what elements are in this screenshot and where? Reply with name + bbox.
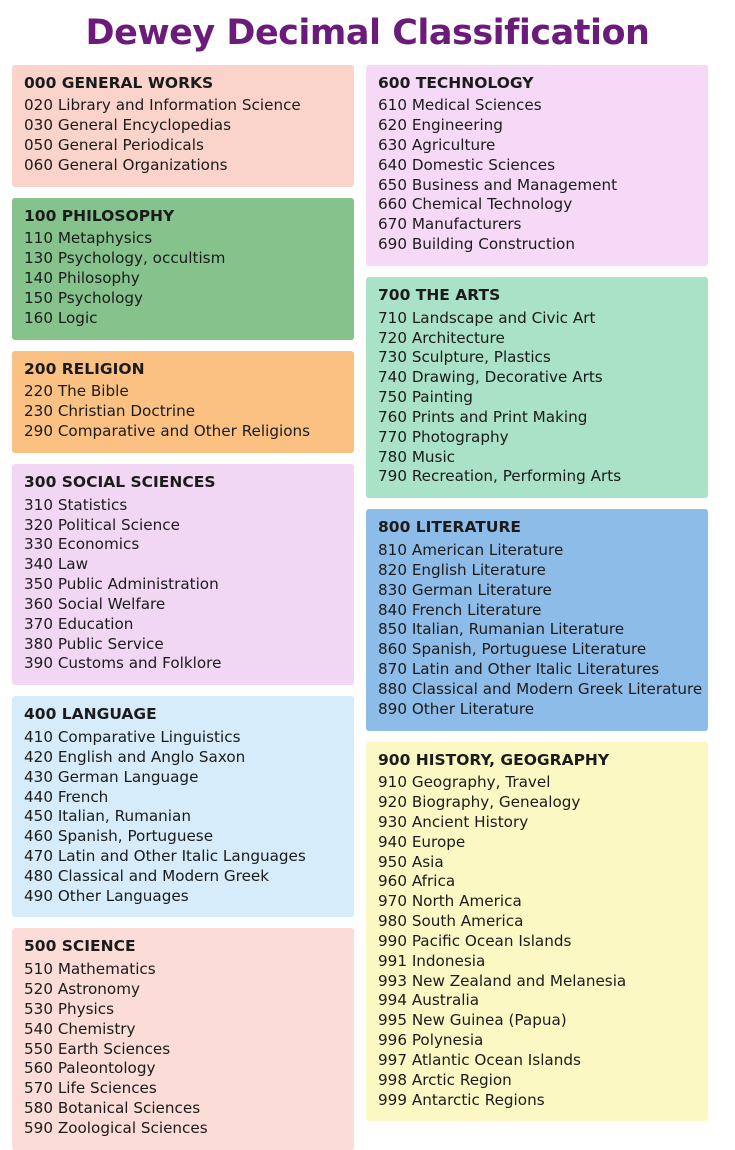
class-card-heading: 300 SOCIAL SCIENCES	[24, 472, 216, 491]
class-entry: 710 Landscape and Civic Art	[378, 308, 596, 327]
class-entry: 140 Philosophy	[24, 269, 140, 288]
class-card-heading: 800 LITERATURE	[378, 518, 521, 537]
class-entry: 860 Spanish, Portuguese Literature	[378, 640, 647, 659]
class-entry: 950 Asia	[378, 852, 444, 871]
class-card	[366, 742, 708, 1122]
class-entry: 930 Ancient History	[378, 813, 529, 831]
class-entry: 790 Recreation, Performing Arts	[378, 467, 622, 486]
class-entry: 290 Comparative and Other Religions	[24, 422, 311, 441]
class-entry: 460 Spanish, Portuguese	[24, 827, 214, 846]
class-entry: 160 Logic	[24, 308, 98, 327]
class-entry: 590 Zoological Sciences	[24, 1118, 208, 1137]
class-entry: 550 Earth Sciences	[24, 1039, 171, 1058]
class-card-heading: 900 HISTORY, GEOGRAPHY	[378, 750, 610, 769]
class-entry: 340 Law	[24, 555, 89, 574]
class-entry: 370 Education	[24, 614, 134, 633]
class-entry: 570 Life Sciences	[24, 1079, 157, 1098]
class-entry: 220 The Bible	[24, 382, 129, 401]
class-entry: 150 Psychology	[24, 288, 144, 307]
class-entry: 690 Building Construction	[378, 235, 575, 254]
class-entry: 440 French	[24, 787, 109, 806]
class-entry: 940 Europe	[378, 832, 466, 851]
class-entry: 660 Chemical Technology	[378, 195, 573, 214]
column-right	[366, 65, 708, 1122]
class-card-heading: 400 LANGUAGE	[24, 705, 157, 724]
class-entry: 430 German Language	[24, 767, 199, 786]
page-title: Dewey Decimal Classification	[85, 13, 650, 53]
class-card	[366, 65, 708, 266]
class-entry: 820 English Literature	[378, 560, 546, 579]
class-entry: 640 Domestic Sciences	[378, 155, 555, 174]
class-entry: 810 American Literature	[378, 541, 564, 560]
class-entry: 999 Antarctic Regions	[378, 1090, 545, 1109]
class-entry: 998 Arctic Region	[378, 1070, 512, 1089]
class-card	[12, 351, 354, 453]
class-card	[12, 65, 354, 187]
classification-columns	[12, 65, 723, 1150]
class-entry: 530 Physics	[24, 999, 114, 1018]
class-entry: 410 Comparative Linguistics	[24, 728, 241, 747]
class-entry: 480 Classical and Modern Greek	[24, 866, 270, 885]
class-entry: 610 Medical Sciences	[378, 96, 542, 115]
class-card	[12, 928, 354, 1149]
class-card	[12, 464, 354, 685]
class-entry: 020 Library and Information Science	[24, 96, 301, 115]
class-entry: 540 Chemistry	[24, 1019, 136, 1038]
class-entry: 130 Psychology, occultism	[24, 249, 226, 268]
class-entry: 780 Music	[378, 447, 456, 466]
class-entry: 830 German Literature	[378, 580, 552, 599]
class-entry: 994 Australia	[378, 991, 479, 1010]
class-entry: 750 Painting	[378, 388, 473, 407]
class-entry: 560 Paleontology	[24, 1059, 156, 1078]
class-entry: 380 Public Service	[24, 634, 164, 653]
class-entry: 330 Economics	[24, 535, 140, 554]
class-entry: 510 Mathematics	[24, 960, 156, 979]
column-left	[12, 65, 354, 1150]
class-entry: 050 General Periodicals	[24, 135, 204, 154]
class-entry: 360 Social Welfare	[24, 594, 166, 613]
class-entry: 390 Customs and Folklore	[24, 654, 222, 673]
class-entry: 990 Pacific Ocean Islands	[378, 931, 572, 950]
class-card-heading: 200 RELIGION	[24, 359, 145, 378]
class-entry: 760 Prints and Print Making	[378, 407, 588, 426]
class-entry: 720 Architecture	[378, 328, 505, 347]
class-card	[12, 198, 354, 340]
class-entry: 580 Botanical Sciences	[24, 1099, 201, 1118]
class-card	[12, 696, 354, 917]
class-entry: 450 Italian, Rumanian	[24, 807, 191, 826]
class-entry: 890 Other Literature	[378, 699, 535, 718]
class-entry: 991 Indonesia	[378, 951, 486, 970]
class-entry: 420 English and Anglo Saxon	[24, 747, 246, 766]
class-entry: 030 General Encyclopedias	[24, 116, 231, 135]
class-card	[366, 509, 708, 730]
class-entry: 060 General Organizations	[24, 155, 228, 174]
class-entry: 110 Metaphysics	[24, 229, 153, 248]
class-entry: 730 Sculpture, Plastics	[378, 348, 551, 367]
class-entry: 870 Latin and Other Italic Literatures	[378, 660, 660, 679]
class-entry: 650 Business and Management	[378, 175, 618, 194]
class-card-heading: 600 TECHNOLOGY	[378, 73, 534, 92]
class-entry: 960 Africa	[378, 872, 456, 891]
class-entry: 620 Engineering	[378, 116, 503, 135]
class-entry: 997 Atlantic Ocean Islands	[378, 1050, 581, 1069]
class-card-heading: 100 PHILOSOPHY	[24, 206, 175, 225]
class-entry: 920 Biography, Genealogy	[378, 793, 581, 812]
class-entry: 490 Other Languages	[24, 886, 189, 905]
class-entry: 970 North America	[378, 892, 522, 911]
class-entry: 880 Classical and Modern Greek Literature	[378, 679, 703, 698]
class-entry: 320 Political Science	[24, 515, 180, 534]
class-entry: 470 Latin and Other Italic Languages	[24, 847, 306, 865]
class-entry: 993 New Zealand and Melanesia	[378, 971, 627, 990]
class-entry: 995 New Guinea (Papua)	[378, 1011, 567, 1030]
class-entry: 996 Polynesia	[378, 1031, 484, 1050]
class-entry: 770 Photography	[378, 427, 509, 446]
class-entry: 840 French Literature	[378, 600, 542, 619]
class-entry: 980 South America	[378, 912, 524, 931]
class-entry: 630 Agriculture	[378, 135, 496, 154]
class-entry: 740 Drawing, Decorative Arts	[378, 368, 603, 387]
class-entry: 520 Astronomy	[24, 980, 140, 999]
class-entry: 230 Christian Doctrine	[24, 402, 196, 421]
class-card-heading: 500 SCIENCE	[24, 937, 136, 956]
class-card-heading: 000 GENERAL WORKS	[24, 73, 214, 92]
class-entry: 350 Public Administration	[24, 575, 219, 594]
class-card-heading: 700 THE ARTS	[378, 285, 501, 304]
class-entry: 670 Manufacturers	[378, 215, 522, 234]
class-card	[366, 277, 708, 498]
class-entry: 910 Geography, Travel	[378, 773, 551, 792]
class-entry: 310 Statistics	[24, 495, 128, 514]
class-entry: 850 Italian, Rumanian Literature	[378, 620, 625, 639]
